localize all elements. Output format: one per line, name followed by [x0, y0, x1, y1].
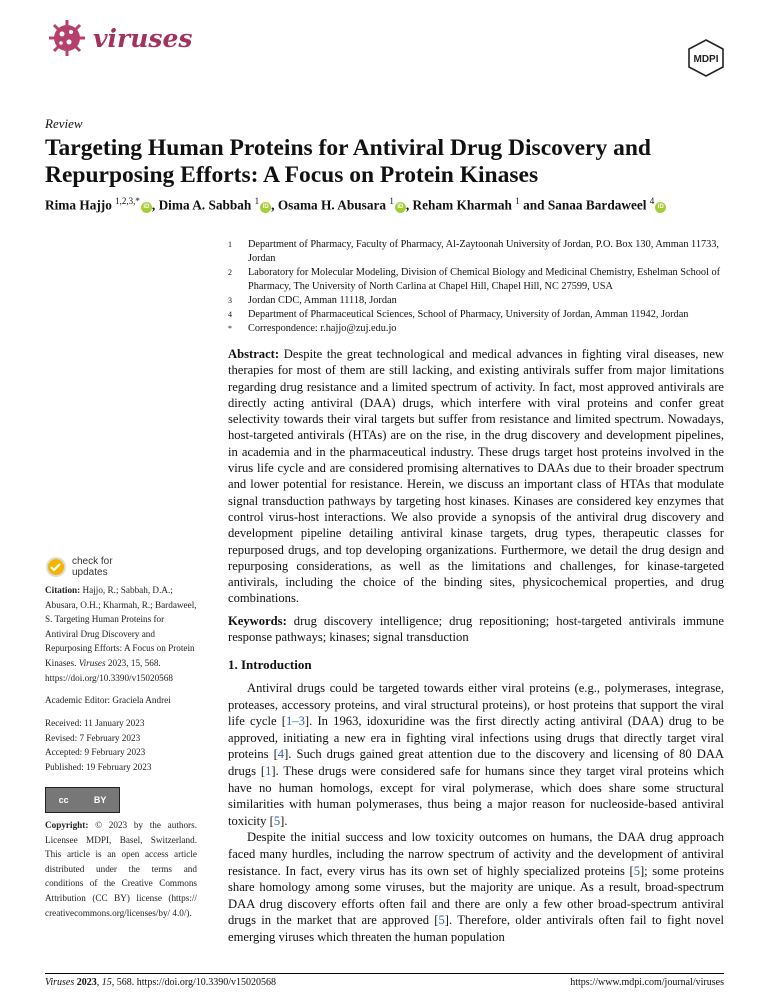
footer-divider — [45, 973, 724, 974]
paragraph: Despite the initial success and low toxicity outcomes on humans, the DAA drug approach faced many hurdles, including the narrow spectrum of activity and the development of antiviral resistance. In fact, every virus has its own set of highly specialized proteins [5]; some proteins share homology among some viruses, but the majority are unique. As a result, broad-spectrum DAA drug discovery efforts often fail and there are only a few other broad-spectrum antiviral drugs in the market that are approved [5]. Therefore, older antivirals often fail to fight novel emerging viruses which threaten the human population — [228, 830, 725, 944]
check-updates-icon — [45, 556, 67, 578]
affiliations — [228, 238, 728, 336]
author: Osama H. Abusara — [277, 197, 387, 213]
author: Dima A. Sabbah — [158, 197, 252, 213]
footer-journal-url[interactable]: https://www.mdpi.com/journal/viruses — [570, 977, 724, 988]
journal-logo — [47, 18, 192, 58]
correspondence: * Correspondence: r.hajjo@zuj.edu.jo — [228, 323, 397, 334]
by-icon: BY — [93, 795, 107, 805]
cc-icon: cc — [58, 795, 69, 805]
footer-citation: Viruses 2023, 15, 568. https://doi.org/10.3390/v15020568 — [45, 977, 277, 988]
affiliation: 4 Department of Pharmaceutical Sciences, School of Pharmacy, University of Jordan, Amman 11942, Jordan — [228, 309, 689, 320]
mdpi-logo-icon — [688, 39, 724, 77]
affiliation: 1 Department of Pharmacy, Faculty of Pharmacy, Al-Zaytoonah University of Jordan, P.O. Box 130, Amman 11733, Jordan — [228, 239, 719, 264]
paragraph: Antiviral drugs could be targeted towards either viral proteins (e.g., polymerases, integrase, proteases, accessory proteins, and viral structural proteins), or host proteins that support the viral life cycle [1–3]. In 1963, idoxuridine was the first directly acting antiviral (DAA) drug to be approved, initiating a new era in fighting viral infections using drugs that directly target viral proteins [4]. Such drugs gained great attention due to the discovery and licensing of 80 DAA drugs [1]. These drugs were considered safe for humans since they target viral proteins which have no human homologs, except for viral polymerase, which does share some structural similarities with human polymerases, thus being a major reason for nucleoside-based antiviral toxicity [5]. — [228, 681, 724, 828]
check-for-updates-button[interactable]: check for updates — [45, 556, 132, 578]
author: Reham Kharmah — [412, 197, 512, 213]
article-type: Review — [45, 116, 83, 131]
abstract: Abstract: Despite the great technological and medical advances in fighting viral diseases, new therapies for most of them are still lacking, and existing antivirals suffer from major limitations regarding drug resistance and a limited spectrum of activity. In fact, most approved antivirals are directly acting antiviral (DAA) drugs, which interfere with viral proteins and confer great selectivity towards their viral targets but suffer from resistance and limited spectrum. Nowadays, host-targeted antivirals (HTAs) are on the rise, in the drug discovery and development pipelines, in academia and in the pharmaceutical industry. These drugs target host proteins involved in the virus life cycle and are considered promising alternatives to DAAs due to their broader spectrum and lower potential for resistance. Herein, we discuss an important class of HTAs that modulate signal transduction pathways by targeting host kinases. Kinases are considered key enzymes that control virus-host interactions. We also provide a synopsis of the antiviral drug discovery and development pipeline detailing antiviral kinase targets, drug types, therapeutic classes for repurposed drugs, and top developing organizations. Furthermore, we detail the drug design and repurposing considerations, as well as the limitations and challenges, for kinase-targeted antivirals, including the choice of the binding sites, physicochemical properties, and drug combinations. — [228, 347, 725, 606]
section-heading: 1. Introduction — [228, 657, 312, 672]
article-title: Targeting Human Proteins for Antiviral Drug Discovery and Repurposing Efforts: A Focus on Protein Kinases — [45, 135, 651, 188]
author: Rima Hajjo — [45, 197, 112, 213]
cc-by-license-badge[interactable] — [45, 787, 120, 813]
svg-text:MDPI: MDPI — [693, 54, 719, 65]
author: Sanaa Bardaweel — [547, 197, 647, 213]
introduction-text — [228, 680, 724, 946]
affiliation: 2 Laboratory for Molecular Modeling, Division of Chemical Biology and Medicinal Chemistry, Eshelman School of Pharmacy, The University of North Carlina at Chapel Hill, Chapel Hill, NC 27599, USA — [228, 267, 721, 292]
citation: Citation: Hajjo, R.; Sabbah, D.A.; Abusara, O.H.; Kharmah, R.; Bardaweel, S. Targeting Human Proteins for Antiviral Drug Discovery and Repurposing Efforts: A Focus on Protein Kinases. Viruses 2023, 15, 568. https://doi.org/10.3390/v15020568 — [45, 585, 197, 683]
orcid-icon[interactable]: iD — [260, 202, 271, 213]
dates: Received: 11 January 2023 Revised: 7 February 2023 Accepted: 9 February 2023 Published: 19 February 2023 — [45, 718, 152, 772]
orcid-icon[interactable]: iD — [655, 202, 666, 213]
affiliation: 3 Jordan CDC, Amman 11118, Jordan — [228, 295, 397, 306]
copyright: Copyright: © 2023 by the authors. Licensee MDPI, Basel, Switzerland. This article is an open access article distributed under the terms and conditions of the Creative Commons Attribution (CC BY) license (https:// creativecommons.org/licenses/by/ 4.0/). — [45, 820, 197, 918]
academic-editor: Academic Editor: Graciela Andrei — [45, 695, 171, 705]
author-list: Rima Hajjo $^{1,2,3,*}$iD , Dima A. Sabbah $^1$iD , Osama H. Abusara $^1$iD , Reham Kharmah $^1$ and Sanaa Bardaweel $^4$iD — [45, 196, 666, 213]
orcid-icon[interactable]: iD — [141, 202, 152, 213]
keywords: Keywords: drug discovery intelligence; drug repositioning; host-targeted antivirals immune response pathways; kinases; signal transduction — [228, 614, 724, 645]
virus-logo-icon — [47, 18, 87, 58]
orcid-icon[interactable]: iD — [395, 202, 406, 213]
journal-name: viruses — [93, 23, 193, 53]
